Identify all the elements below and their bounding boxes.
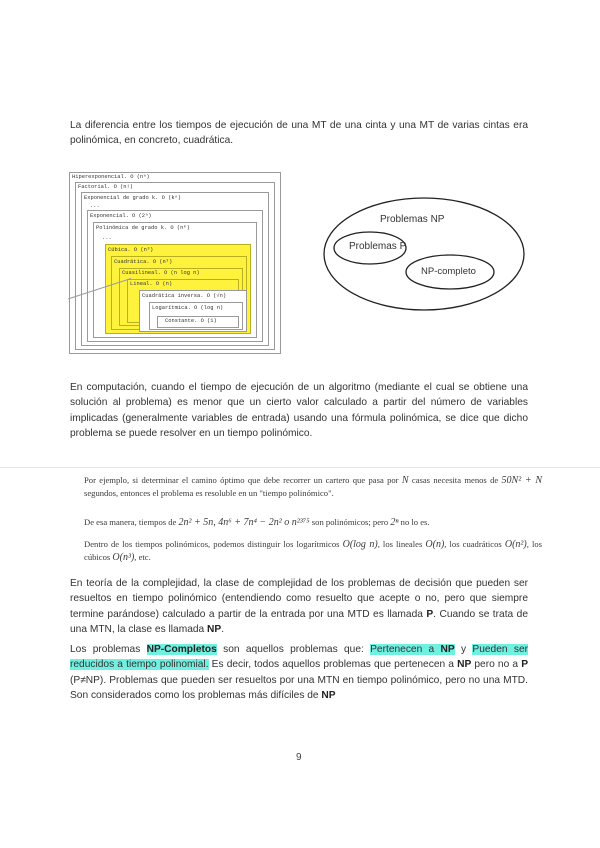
math-expr: O(n) xyxy=(425,539,445,550)
math-expr: 50N² + N xyxy=(501,475,542,486)
label-constant: Constante. O (1) xyxy=(165,318,217,324)
text-run: . xyxy=(221,623,225,635)
text-run: En teoría de la complejidad, la clase de complejidad de los problemas de decisión que pueden ser resueltos en tiempo polinómico (entendiendo como resuelto que acepte o no, pero que siempre termine parándose) calculado a partir de la entrada por una MTD es llamada xyxy=(70,578,528,620)
text-run: Por ejemplo, si determinar el camino óptimo que debe recorrer un cartero que pasa por xyxy=(84,475,402,485)
class-np: NP xyxy=(457,659,472,671)
label-ellipsis: ... xyxy=(102,235,112,241)
text-run: , los cuadráticos xyxy=(444,539,505,549)
label-inverse-quadratic: Cuadrática inversa. O (√n) xyxy=(142,293,227,299)
math-expr: 2ⁿ xyxy=(390,517,399,528)
label-hyperexponential: Hiperexponencial. O (nⁿ) xyxy=(72,174,150,180)
text-run: son polinómicos; pero xyxy=(309,517,391,527)
text-run: casas necesita menos de xyxy=(408,475,502,485)
section-divider xyxy=(0,467,600,468)
text-run: son aquellos problemas que: xyxy=(216,644,371,655)
text-run: Los problemas xyxy=(70,644,147,655)
npc-highlight: NP-Completos xyxy=(146,644,217,655)
example-paragraph-2 xyxy=(84,516,542,529)
class-p: P xyxy=(426,608,434,620)
label-logarithmic: Logarítmica. O (log n) xyxy=(152,305,224,311)
class-np: NP xyxy=(321,689,336,701)
label-exponential: Exponencial. O (2ⁿ) xyxy=(90,213,152,219)
text-run: (P≠NP). Problemas que pueden ser resueltos por una MTN en tiempo polinómico, pero no una MTD. Son considerados como los problemas más difíciles de xyxy=(70,674,528,701)
text-run: , los lineales xyxy=(377,539,426,549)
complexity-diagram xyxy=(69,172,281,354)
text-run: De esa manera, tiempos de xyxy=(84,517,179,527)
computation-paragraph: En computación, cuando el tiempo de ejecución de un algoritmo (mediante el cual se obtiene una solución al problema) es menor que un cierto valor calculado a partir del número de variables implicadas (generalmente variables de entrada) usando una fórmula polinómica, se dice que dicho problema se puede resolver en un tiempo polinómico. xyxy=(70,382,528,439)
text-run: no lo es. xyxy=(398,517,430,527)
label-cubic: Cúbica. O (n³) xyxy=(108,247,154,253)
page-number: 9 xyxy=(296,752,302,763)
label-ellipsis: ... xyxy=(90,203,100,209)
text-run: Es decir, todos aquellos problemas que pertenecen a xyxy=(208,659,458,671)
math-expr: O(log n) xyxy=(342,539,378,550)
theory-paragraph xyxy=(70,576,528,637)
text-run: , etc. xyxy=(134,552,151,562)
class-np: NP xyxy=(207,623,222,635)
example-paragraph-1 xyxy=(84,474,542,500)
math-expr: 2n² + 5n, 4n⁶ + 7n⁴ − 2n² o n²³⁷⁵ xyxy=(178,517,310,528)
text-run: , los cúbicos xyxy=(84,539,542,562)
intro-paragraph: La diferencia entre los tiempos de ejecución de una MT de una cinta y una MT de varias cintas era polinómica, en concreto, cuadrática. xyxy=(70,120,528,147)
label-polynomial-k: Polinómica de grado k. O (nᵏ) xyxy=(96,225,190,231)
math-expr: O(n³) xyxy=(112,552,135,563)
highlight-reducible: Pueden ser reducidos a tiempo polinomial. xyxy=(70,644,529,671)
class-p: P xyxy=(521,659,528,671)
highlight-belongs-np xyxy=(370,644,455,655)
label-factorial: Factorial. O (n!) xyxy=(78,184,133,190)
label-exponential-k: Exponencial de grado k. O (kⁿ) xyxy=(84,195,182,201)
text-run: pero no a xyxy=(471,659,522,671)
math-expr: N xyxy=(401,475,409,486)
venn-label-p: Problemas P xyxy=(349,241,407,252)
label-linear: Lineal. O (n) xyxy=(130,281,173,287)
label-quadratic: Cuadrática. O (n²) xyxy=(114,259,173,265)
text-run: Pertenecen a xyxy=(370,644,441,655)
text-run: segundos, entonces el problema es resoluble en un "tiempo polinómico". xyxy=(84,488,334,498)
class-np: NP xyxy=(440,644,455,655)
venn-diagram xyxy=(318,188,538,318)
npc-paragraph xyxy=(70,642,528,703)
text-run: Dentro de los tiempos polinómicos, podemos distinguir los logarítmicos xyxy=(84,539,343,549)
math-expr: O(n²) xyxy=(504,539,527,550)
text-run: y xyxy=(454,644,473,655)
venn-label-npc: NP-completo xyxy=(421,266,476,277)
text-run: . Cuando se trata de una MTN, la clase es llamada xyxy=(70,608,528,635)
example-paragraph-3 xyxy=(84,538,542,564)
label-quasilinear: Cuasilineal. O (n log n) xyxy=(122,270,200,276)
venn-label-np: Problemas NP xyxy=(380,214,445,225)
